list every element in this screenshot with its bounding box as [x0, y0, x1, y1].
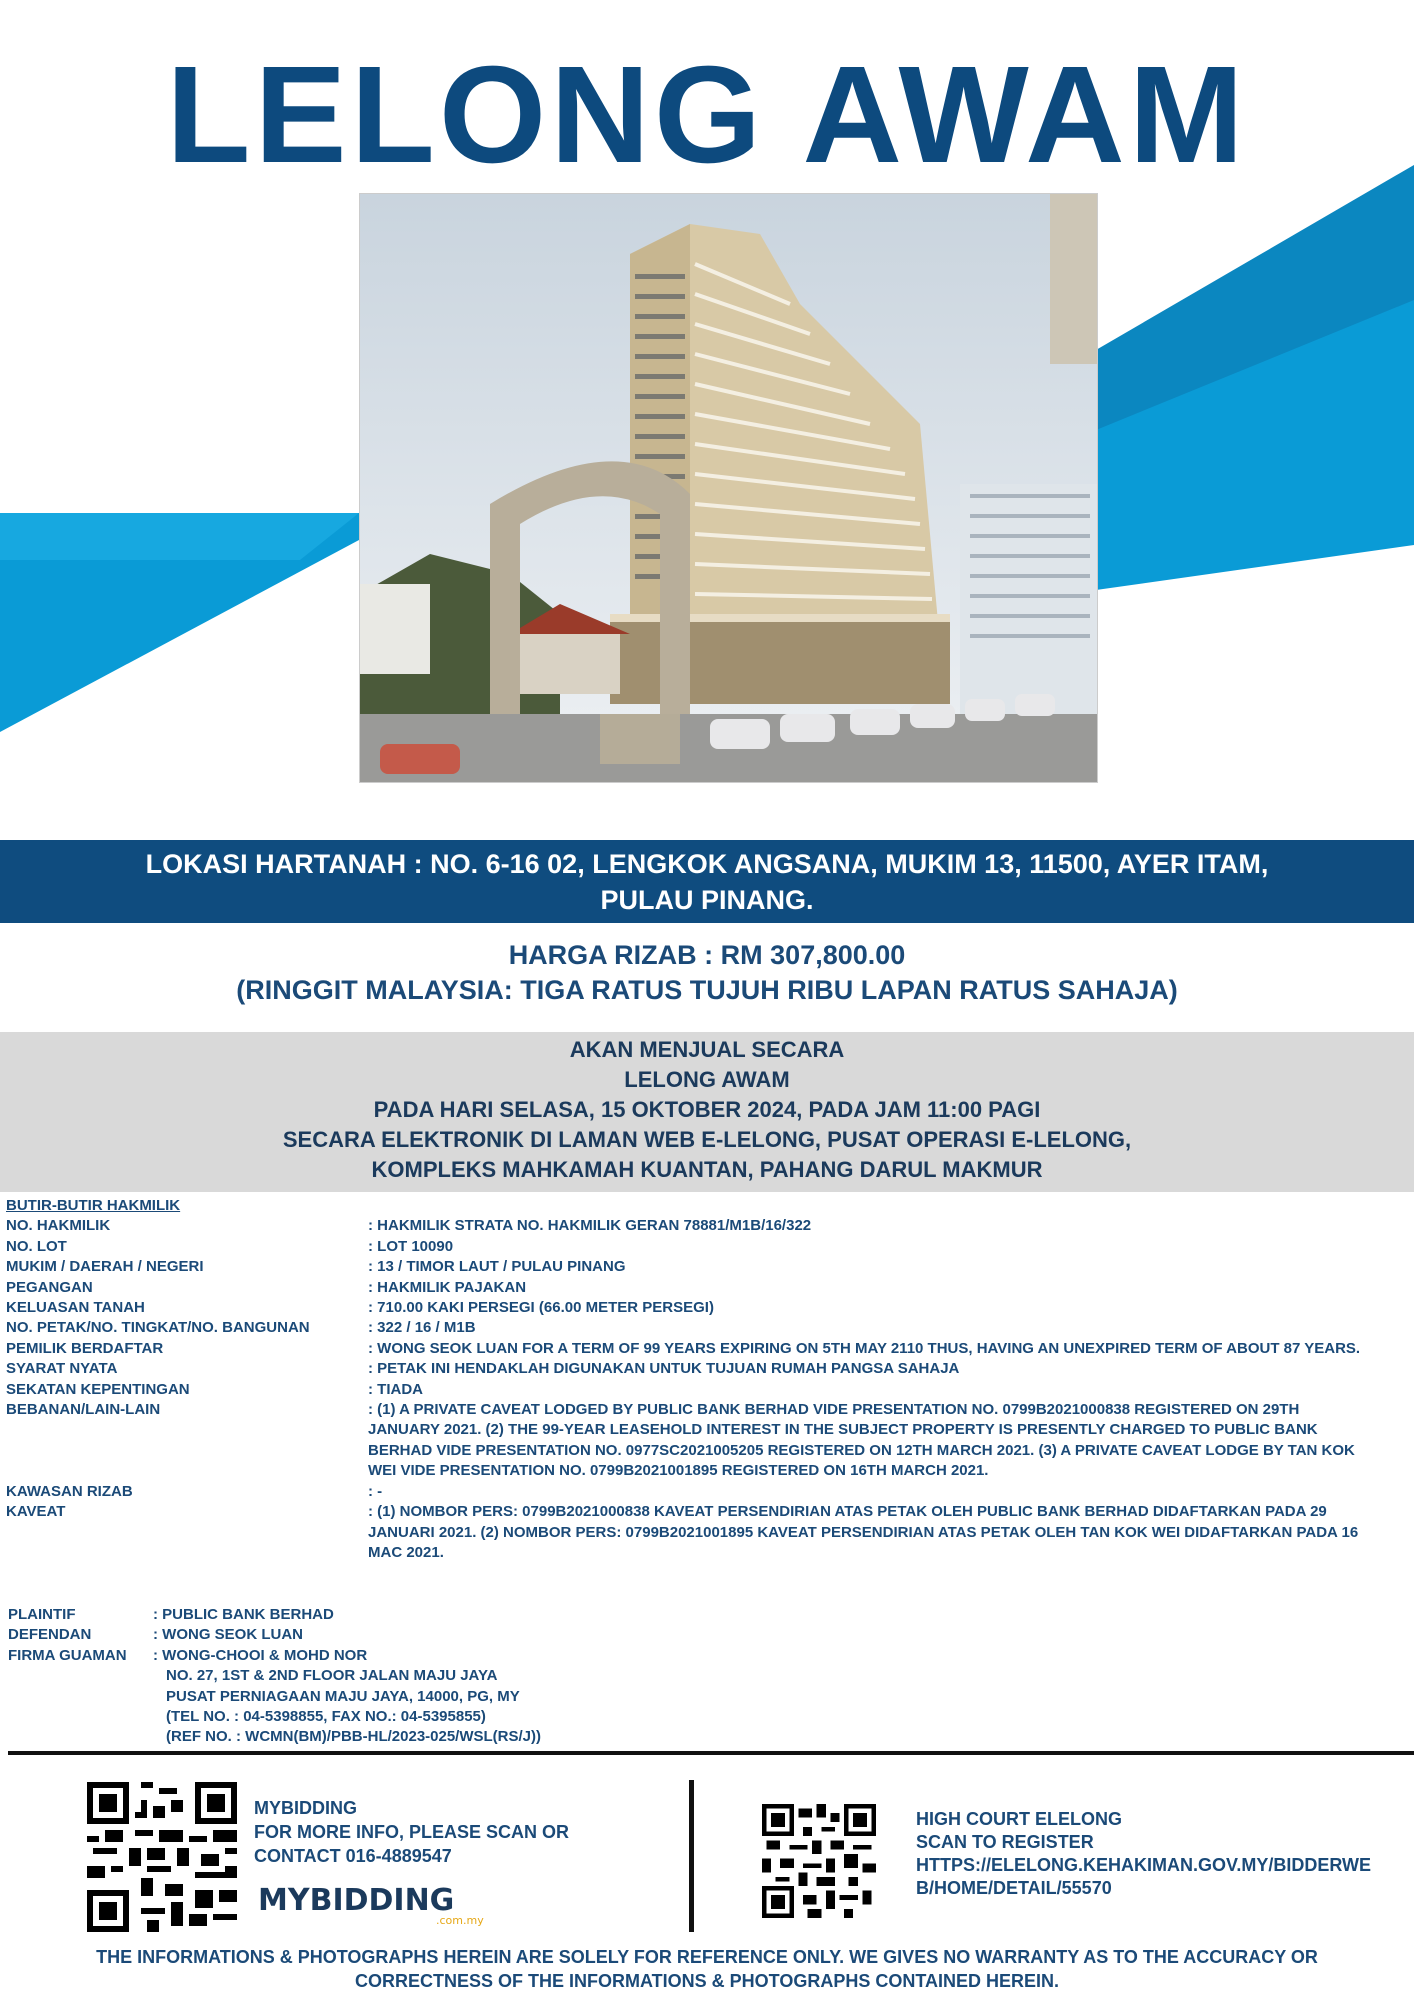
detail-key: MUKIM / DAERAH / NEGERI — [6, 1258, 204, 1276]
detail-row — [6, 1380, 1406, 1400]
detail-value: : (1) A PRIVATE CAVEAT LODGED BY PUBLIC BANK BERHAD VIDE PRESENTATION NO. 0799B2021000838 REGISTERED ON 29TH JANUARY 2021. (2) THE 99-YEAR LEASEHOLD INTEREST IN THE SUBJECT PROPERTY IS PRESENTLY CHARGED TO PUBLIC BANK BERHAD VIDE PRESENTATION NO. 0977SC2021005205 REGISTERED ON 12TH MARCH 2021. (3) A PRIVATE CAVEAT LODGE BY TAN KOK WEI VIDE PRESENTATION NO. 0799B2021001895 REGISTERED ON 16TH MARCH 2021. — [368, 1401, 1355, 1480]
detail-key: NO. LOT — [6, 1237, 67, 1255]
detail-row — [6, 1502, 1406, 1563]
detail-key: KELUASAN TANAH — [6, 1299, 145, 1317]
detail-value: : 710.00 KAKI PERSEGI (66.00 METER PERSEGI) — [368, 1299, 714, 1317]
disclaimer-text: THE INFORMATIONS & PHOTOGRAPHS HEREIN ARE SOLELY FOR REFERENCE ONLY. WE GIVES NO WARRANTY AS TO THE ACCURACY OR CORRECTNESS OF THE INFORMATIONS & PHOTOGRAPHS CONTAINED HEREIN. — [96, 1947, 1318, 1991]
mybidding-logo-domain: .com.my — [436, 1914, 484, 1926]
mybidding-info — [254, 1796, 614, 1868]
detail-value: : - — [368, 1482, 383, 1500]
detail-row — [6, 1339, 1406, 1359]
auction-line-1: AKAN MENJUAL SECARA — [569, 1037, 845, 1062]
auction-date: PADA HARI SELASA, 15 OKTOBER 2024, PADA JAM 11:00 PAGI — [373, 1097, 1041, 1122]
footer-divider — [8, 1751, 1414, 1755]
mybidding-qr-code[interactable] — [87, 1782, 237, 1932]
auction-venue-2: KOMPLEKS MAHKAMAH KUANTAN, PAHANG DARUL MAKMUR — [371, 1157, 1043, 1182]
elelong-info — [916, 1808, 1376, 1900]
detail-key: SEKATAN KEPENTINGAN — [6, 1380, 190, 1398]
detail-key: BEBANAN/LAIN-LAIN — [6, 1401, 161, 1419]
detail-key: NO. PETAK/NO. TINGKAT/NO. BANGUNAN — [6, 1319, 310, 1337]
mybidding-logo-text: MYBIDDING — [258, 1883, 455, 1918]
detail-value: : WONG SEOK LUAN FOR A TERM OF 99 YEARS EXPIRING ON 5TH MAY 2110 THUS, HAVING AN UNEXPIRED TERM OF ABOUT 87 YEARS. — [368, 1339, 1361, 1357]
detail-row — [6, 1237, 1406, 1257]
detail-key: NO. HAKMILIK — [6, 1217, 111, 1235]
detail-row — [6, 1482, 1406, 1502]
detail-value: : (1) NOMBOR PERS: 0799B2021000838 KAVEAT PERSENDIRIAN ATAS PETAK OLEH PUBLIC BANK BERHAD DIDAFTARKAN PADA 29 JANUARI 2021. (2) NOMBOR PERS: 0799B2021001895 KAVEAT PERSENDIRIAN ATAS PETAK OLEH TAN KOK WEI DIDAFTARKAN PADA 16 MAC 2021. — [368, 1503, 1359, 1561]
mybidding-contact: CONTACT 016-4889547 — [254, 1846, 452, 1866]
detail-row — [6, 1318, 1406, 1338]
firm-tel: (TEL NO. : 04-5398855, FAX NO.: 04-5395855) — [166, 1708, 486, 1726]
auction-line-2: LELONG AWAM — [624, 1067, 790, 1092]
reserve-price — [0, 938, 1414, 1008]
defendan-label: DEFENDAN — [8, 1626, 92, 1644]
detail-key: SYARAT NYATA — [6, 1360, 118, 1378]
plaintif-label: PLAINTIF — [8, 1606, 76, 1623]
detail-row — [6, 1298, 1406, 1318]
detail-row — [6, 1400, 1406, 1482]
detail-key: KAVEAT — [6, 1503, 66, 1521]
firma-label: FIRMA GUAMAN — [8, 1646, 127, 1664]
detail-row — [6, 1278, 1406, 1298]
detail-value: : PETAK INI HENDAKLAH DIGUNAKAN UNTUK TUJUAN RUMAH PANGSA SAHAJA — [368, 1360, 960, 1378]
property-location: LOKASI HARTANAH : NO. 6-16 02, LENGKOK ANGSANA, MUKIM 13, 11500, AYER ITAM, PULAU PINANG. — [145, 848, 1269, 915]
detail-key: KAWASAN RIZAB — [6, 1482, 133, 1500]
elelong-qr-code[interactable] — [762, 1804, 876, 1918]
firma-value: : WONG-CHOOI & MOHD NOR — [153, 1646, 368, 1664]
auction-info — [0, 1032, 1414, 1192]
property-location-band — [0, 840, 1414, 923]
reserve-price-amount: HARGA RIZAB : RM 307,800.00 — [508, 940, 906, 970]
detail-key: PEGANGAN — [6, 1278, 93, 1296]
elelong-url[interactable]: HTTPS://ELELONG.KEHAKIMAN.GOV.MY/BIDDERWEB/HOME/DETAIL/55570 — [916, 1855, 1372, 1898]
property-photo — [359, 193, 1098, 783]
detail-value: : LOT 10090 — [368, 1237, 454, 1255]
page-title: LELONG AWAM — [166, 38, 1248, 192]
details-heading: BUTIR-BUTIR HAKMILIK — [6, 1197, 181, 1214]
detail-value: : TIADA — [368, 1380, 423, 1398]
detail-key: PEMILIK BERDAFTAR — [6, 1339, 164, 1357]
elelong-instruction: SCAN TO REGISTER — [916, 1832, 1094, 1852]
detail-value: : HAKMILIK STRATA NO. HAKMILIK GERAN 78881/M1B/16/322 — [368, 1217, 812, 1235]
mybidding-name: MYBIDDING — [254, 1798, 357, 1818]
detail-row — [6, 1257, 1406, 1277]
detail-value: : HAKMILIK PAJAKAN — [368, 1278, 527, 1296]
detail-value: : 13 / TIMOR LAUT / PULAU PINANG — [368, 1258, 626, 1276]
firm-address-2: PUSAT PERNIAGAAN MAJU JAYA, 14000, PG, MY — [166, 1687, 520, 1705]
case-parties — [8, 1605, 808, 1748]
detail-row — [6, 1216, 1406, 1236]
defendan-value: : WONG SEOK LUAN — [153, 1626, 303, 1644]
mybidding-info-line: FOR MORE INFO, PLEASE SCAN OR — [254, 1822, 570, 1842]
mybidding-logo — [258, 1880, 498, 1926]
firm-ref: (REF NO. : WCMN(BM)/PBB-HL/2023-025/WSL(RS/J)) — [166, 1728, 542, 1746]
detail-value: : 322 / 16 / M1B — [368, 1319, 476, 1337]
elelong-heading: HIGH COURT ELELONG — [916, 1809, 1122, 1829]
plaintif-value: : PUBLIC BANK BERHAD — [153, 1606, 334, 1623]
firm-address-1: NO. 27, 1ST & 2ND FLOOR JALAN MAJU JAYA — [166, 1667, 498, 1685]
reserve-price-words: (RINGGIT MALAYSIA: TIGA RATUS TUJUH RIBU LAPAN RATUS SAHAJA) — [236, 975, 1178, 1005]
footer-vertical-divider — [689, 1780, 694, 1932]
auction-venue-1: SECARA ELEKTRONIK DI LAMAN WEB E-LELONG, PUSAT OPERASI E-LELONG, — [282, 1127, 1132, 1152]
disclaimer — [0, 1945, 1414, 1993]
detail-row — [6, 1359, 1406, 1379]
title-details — [6, 1196, 1406, 1563]
